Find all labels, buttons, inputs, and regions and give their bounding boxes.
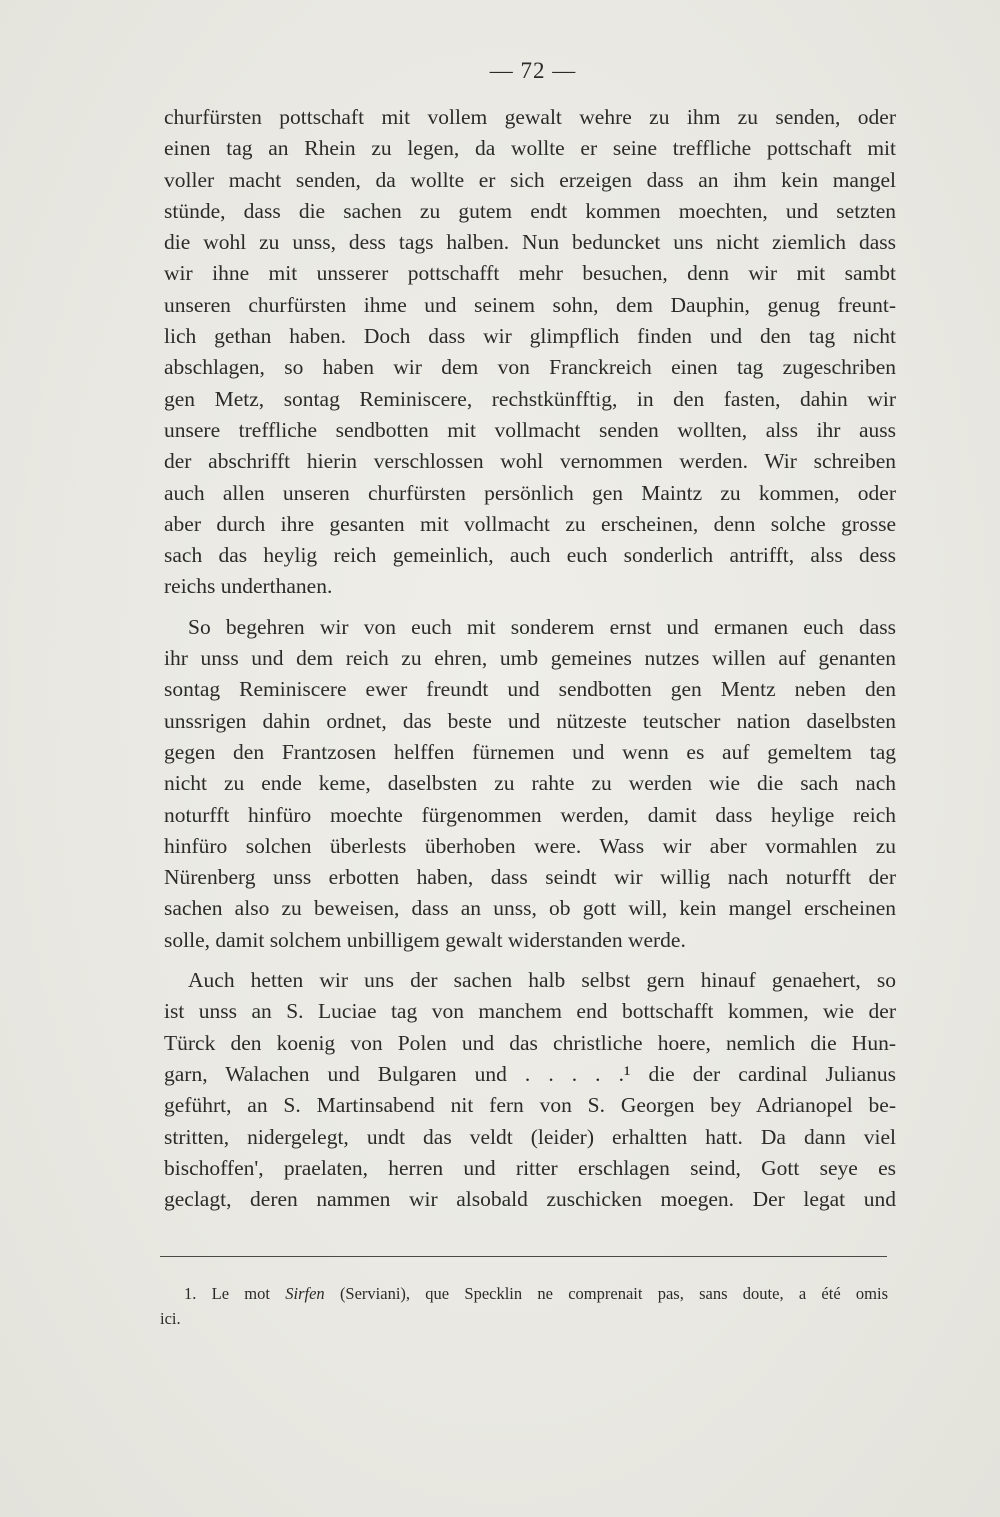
text-line: stritten, nidergelegt, undt das veldt (leider) erhaltten hatt. Da dann viel [164, 1124, 896, 1149]
page-number: — 72 — [489, 58, 577, 83]
paragraph-1 [164, 102, 896, 603]
text-line: So begehren wir von euch mit sonderem ernst und ermanen euch dass [188, 614, 896, 639]
footnote-number: 1. [184, 1284, 197, 1303]
paragraph-3 [164, 965, 896, 1215]
paragraph-gap [164, 603, 896, 612]
text-line: aber durch ihre gesanten mit vollmacht zu erscheinen, denn solche grosse [164, 511, 896, 536]
footnote-continuation: ici. [160, 1309, 181, 1328]
footnote-italic-word: Sirfen [285, 1284, 325, 1303]
text-line: voller macht senden, da wollte er sich erzeigen dass an ihm kein mangel [164, 167, 896, 192]
text-line: der abschrifft hierin verschlossen wohl vernommen werden. Wir schreiben [164, 449, 896, 474]
text-line: solle, damit solchem unbilligem gewalt widerstanden werde. [164, 927, 686, 952]
text-line: hinfüro solchen überlests überhoben were. Wass wir aber vormahlen zu [164, 833, 896, 858]
text-line: unseren churfürsten ihme und seinem sohn, dem Dauphin, genug freunt- [164, 292, 896, 317]
footnote-text-after: (Serviani), que Specklin ne comprenait pas, sans doute, a été omis [339, 1284, 889, 1303]
text-line: gegen den Frantzosen helffen fürnemen und wenn es auf gemeltem tag [164, 739, 896, 764]
text-line: Nürenberg unss erbotten haben, dass seindt wir willig nach noturfft der [164, 865, 896, 890]
footnote-text-before: Le mot [211, 1284, 270, 1303]
footnote-divider [160, 1256, 887, 1257]
text-line: stünde, dass die sachen zu gutem endt kommen moechten, und setzten [164, 198, 896, 223]
text-line: die wohl zu unss, dess tags halben. Nun beduncket uns nicht ziemlich dass [164, 230, 896, 255]
text-line: sachen also zu beweisen, dass an unss, ob gott will, kein mangel erscheinen [164, 896, 896, 921]
text-line: abschlagen, so haben wir dem von Franckreich einen tag zugeschriben [164, 355, 896, 380]
text-line: ihr unss und dem reich zu ehren, umb gemeines nutzes willen auf genanten [164, 646, 896, 671]
text-line: sach das heylig reich gemeinlich, auch euch sonderlich antrifft, alss dess [164, 543, 896, 568]
text-line: unsere treffliche sendbotten mit vollmacht senden wollten, alss ihr auss [164, 417, 896, 442]
paragraph-2 [164, 612, 896, 956]
text-line: Türck den koenig von Polen und das christliche hoere, nemlich die Hun- [164, 1030, 896, 1055]
text-line: ist unss an S. Luciae tag von manchem end bottschafft kommen, wie der [164, 999, 896, 1024]
text-line: gen Metz, sontag Reminiscere, rechstkünfftig, in den fasten, dahin wir [164, 386, 896, 411]
text-line: lich gethan haben. Doch dass wir glimpflich finden und den tag nicht [164, 324, 896, 349]
text-line: Auch hetten wir uns der sachen halb selbst gern hinauf genaehert, so [188, 968, 896, 993]
text-line: garn, Walachen und Bulgaren und . . . . .¹ die der cardinal Julianus [164, 1061, 896, 1086]
text-line: bischoffen', praelaten, herren und ritter erschlagen seind, Gott seye es [164, 1155, 896, 1180]
text-line: auch allen unseren churfürsten persönlich gen Maintz zu kommen, oder [164, 480, 896, 505]
text-line: unssrigen dahin ordnet, das beste und nützeste teutscher nation daselbsten [164, 708, 896, 733]
text-line: geclagt, deren nammen wir alsobald zuschicken moegen. Der legat und [164, 1187, 896, 1212]
paragraph-gap [164, 956, 896, 965]
text-line: wir ihne mit unsserer pottschafft mehr besuchen, denn wir mit sambt [164, 261, 896, 286]
text-line: noturfft hinfüro moechte fürgenommen werden, damit dass heylige reich [164, 802, 896, 827]
text-line: reichs underthanen. [164, 574, 333, 599]
text-line: geführt, an S. Martinsabend nit fern von S. Georgen bey Adrianopel be- [164, 1093, 896, 1118]
footnote-line [160, 1281, 888, 1306]
text-line: churfürsten pottschaft mit vollem gewalt wehre zu ihm zu senden, oder [164, 105, 896, 129]
text-line: einen tag an Rhein zu legen, da wollte er seine treffliche pottschaft mit [164, 136, 896, 161]
text-line: sontag Reminiscere ewer freundt und sendbotten gen Mentz neben den [164, 677, 896, 702]
footnote [160, 1281, 888, 1331]
body-text [164, 102, 896, 1215]
text-line: nicht zu ende keme, daselbsten zu rahte zu werden wie die sach nach [164, 771, 896, 796]
